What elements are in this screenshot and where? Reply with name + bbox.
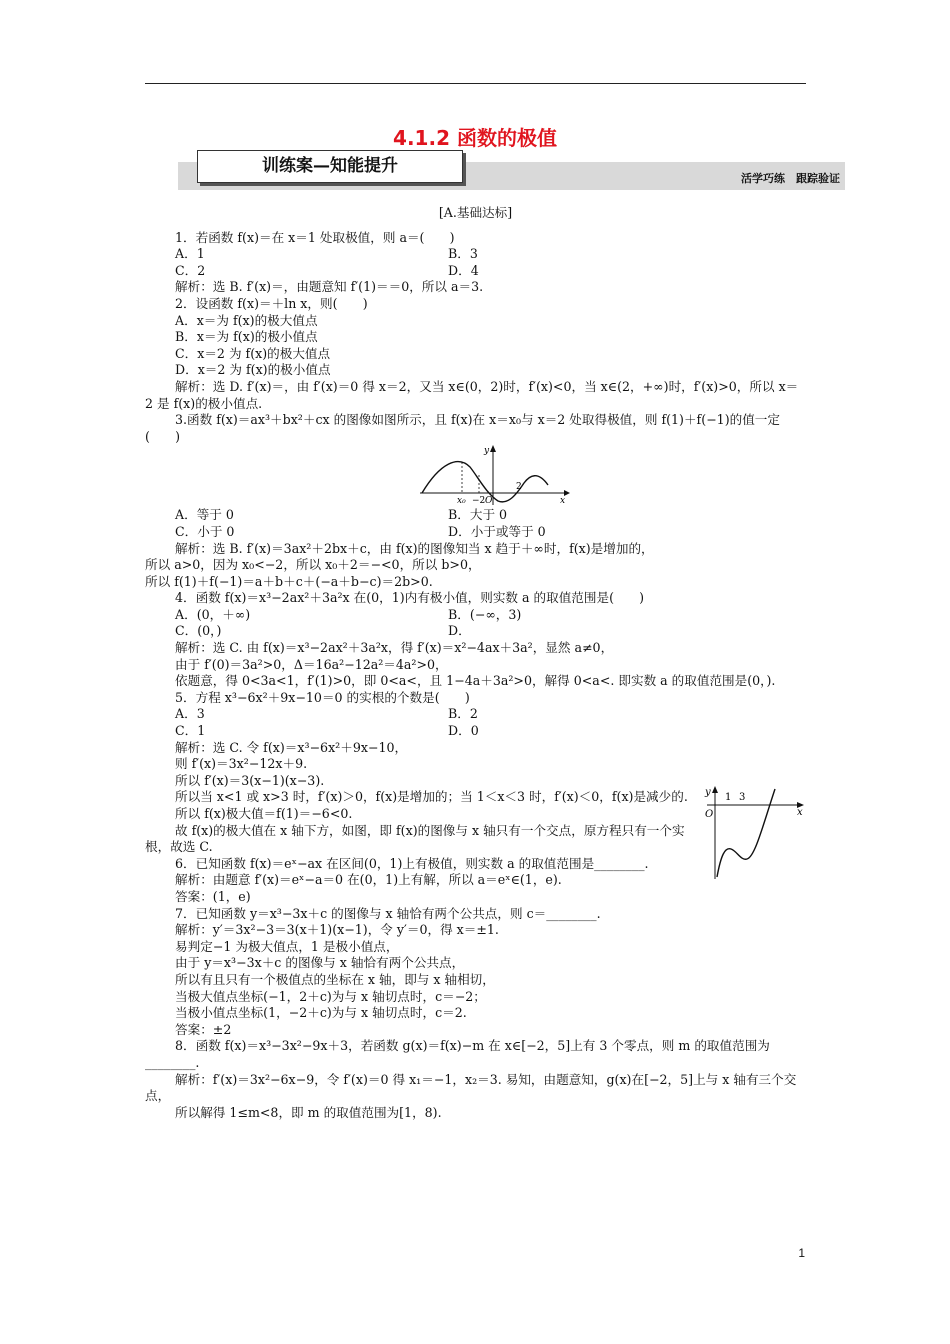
q5-three-label: 3 — [739, 792, 746, 804]
q6-stem: 6．已知函数 f(x)＝eˣ−ax 在区间(0，1)上有极值，则实数 a 的取值范围是________. — [175, 855, 649, 871]
q7-answer-4: 所以有且只有一个极值点的坐标在 x 轴，即与 x 轴相切， — [175, 971, 495, 987]
q2-stem: 2．设函数 f(x)＝＋ln x，则( ) — [175, 295, 368, 311]
page-number: 1 — [798, 1246, 805, 1260]
q5-answer-4: 所以当 x<1 或 x>3 时，f′(x)＞0，f(x)是增加的；当 1＜x＜3 时，f′(x)＜0，f(x)是减少的. — [175, 789, 688, 805]
q3-answer-1: 解析：选 B. f′(x)＝3ax²＋2bx＋c，由 f(x)的图像知当 x 趋于＋∞时，f(x)是增加的， — [175, 540, 654, 556]
q3-options-ab: A．等于 0 B．大于 0 — [175, 507, 508, 523]
q5-answer-5: 所以 f(x)极大值＝f(1)＝−6<0. — [175, 806, 353, 821]
q5-origin-label: O — [705, 809, 714, 821]
q7-stem: 7．已知函数 y＝x³−3x＋c 的图像与 x 轴恰有两个公共点，则 c＝________. — [175, 905, 601, 921]
q3-answer-3: 所以 f(1)＋f(−1)＝a＋b＋c＋(−a＋b−c)＝2b>0. — [145, 573, 433, 589]
q5-one-label: 1 — [725, 792, 732, 804]
q2-option-c: C．x＝2 为 f(x)的极大值点 — [175, 345, 331, 361]
section-heading: [A.基础达标] — [438, 205, 513, 220]
q2-answer: 解析：选 D. f′(x)＝，由 f′(x)＝0 得 x＝2，又当 x∈(0，2)时，f′(x)<0，当 x∈(2，+∞)时，f′(x)>0，所以 x＝2 是 f(x)的极小值点. — [145, 378, 799, 411]
q4-answer-3: 依题意，得 0<3a<1，f′(1)>0，即 0<a<，且 1−4a＋3a²>0，解得 0<a<. 即实数 a 的取值范围是(0，). — [175, 673, 776, 689]
q7-final-answer: 答案：±2 — [175, 1021, 232, 1037]
q3-origin-label: O — [485, 496, 493, 507]
q3-x0-label: x₀ — [457, 496, 466, 507]
q2-option-a: A．x＝为 f(x)的极大值点 — [175, 312, 318, 328]
q5-y-label: y — [705, 787, 711, 799]
q3-two-label: 2 — [516, 482, 522, 493]
q2-option-b: B．x＝为 f(x)的极小值点 — [175, 329, 318, 345]
banner-slogan: 活学巧练 跟踪验证 — [741, 172, 840, 185]
q1-answer: 解析：选 B. f′(x)＝，由题意知 f′(1)＝＝0，所以 a＝3. — [175, 279, 484, 295]
q7-answer-5: 当极大值点坐标(−1，2＋c)为与 x 轴切点时，c＝−2； — [175, 988, 486, 1004]
q5-answer-2: 则 f′(x)＝3x²−12x＋9. — [175, 756, 308, 772]
q5-cubic-graph — [701, 785, 806, 880]
q7-answer-2: 易判定−1 为极大值点，1 是极小值点， — [175, 938, 399, 954]
q3-y-label: y — [484, 446, 490, 457]
q1-options-ab: A．1 B．3 — [175, 246, 478, 262]
q4-options-cd: C．(0，) D． — [175, 623, 471, 639]
q8-answer-2: 所以解得 1≤m<8，即 m 的取值范围为[1，8). — [175, 1104, 442, 1120]
q5-answer-6: 故 f(x)的极大值在 x 轴下方，如图，即 f(x)的图像与 x 轴只有一个交点，原方程只有一个实根，故选 C. — [145, 822, 685, 855]
q5-x-label: x — [797, 807, 803, 819]
q3-options-cd: C．小于 0 D．小于或等于 0 — [175, 523, 546, 539]
q5-options-ab: A．3 B．2 — [175, 706, 478, 722]
q3-minus2-label: −2 — [472, 496, 486, 507]
q5-answer-1: 解析：选 C. 令 f(x)＝x³−6x²＋9x−10， — [175, 739, 408, 755]
q6-final-answer: 答案：(1，e) — [175, 888, 251, 904]
top-rule — [145, 83, 806, 84]
q1-stem: 1．若函数 f(x)＝在 x＝1 处取极值，则 a＝( ) — [175, 229, 455, 245]
q8-answer-1: 解析：f′(x)＝3x²−6x−9，令 f′(x)＝0 得 x₁＝−1，x₂＝3. 易知，由题意知，g(x)在[−2，5]上与 x 轴有三个交点， — [145, 1071, 797, 1104]
q1-options-cd: C．2 D．4 — [175, 262, 479, 278]
q5-stem: 5．方程 x³−6x²＋9x−10＝0 的实根的个数是( ) — [175, 689, 470, 705]
q3-x-label: x — [560, 496, 566, 507]
q8-stem: 8．函数 f(x)＝x³−3x²−9x＋3，若函数 g(x)＝f(x)−m 在 x∈[−2，5]上有 3 个零点，则 m 的取值范围为________. — [145, 1038, 770, 1070]
q3-answer-2: 所以 a>0，因为 x₀<−2，所以 x₀＋2＝−<0，所以 b>0， — [145, 557, 481, 573]
q7-answer-1: 解析：y′＝3x²−3＝3(x＋1)(x−1)，令 y′＝0，得 x＝±1. — [175, 922, 499, 938]
q7-answer-3: 由于 y＝x³−3x＋c 的图像与 x 轴恰有两个公共点， — [175, 955, 465, 971]
page-title: 4.1.2 函数的极值 — [393, 126, 557, 150]
q5-options-cd: C．1 D．0 — [175, 723, 479, 739]
q4-options-ab: A．(0，＋∞) B．(−∞，3) — [175, 606, 522, 622]
document-body — [145, 205, 806, 1121]
q5-answer-3: 所以 f′(x)＝3(x−1)(x−3). — [175, 772, 325, 788]
q4-answer-1: 解析：选 C. 由 f(x)＝x³−2ax²＋3a²x，得 f′(x)＝x²−4ax＋3a²，显然 a≠0， — [175, 640, 614, 656]
q2-option-d: D．x＝2 为 f(x)的极小值点 — [175, 362, 331, 378]
q6-answer: 解析：由题意 f′(x)＝eˣ−a＝0 在(0，1)上有解，所以 a＝eˣ∈(1，e). — [175, 872, 562, 888]
q3-cubic-graph — [420, 445, 570, 507]
q4-stem: 4．函数 f(x)＝x³−2ax²＋3a²x 在(0，1)内有极小值，则实数 a 的取值范围是( ) — [175, 590, 645, 606]
q7-answer-6: 当极小值点坐标(1，−2＋c)为与 x 轴切点时，c＝2. — [175, 1005, 467, 1021]
q4-answer-2: 由于 f′(0)＝3a²>0，Δ＝16a²−12a²＝4a²>0， — [175, 656, 448, 672]
q3-stem: 3.函数 f(x)＝ax³＋bx²＋cx 的图像如图所示，且 f(x)在 x＝x₀与 x＝2 处取得极值，则 f(1)＋f(−1)的值一定( ) — [145, 412, 780, 444]
q5-answer-with-figure — [145, 789, 806, 855]
banner-label: 训练案—知能提升 — [197, 150, 463, 183]
